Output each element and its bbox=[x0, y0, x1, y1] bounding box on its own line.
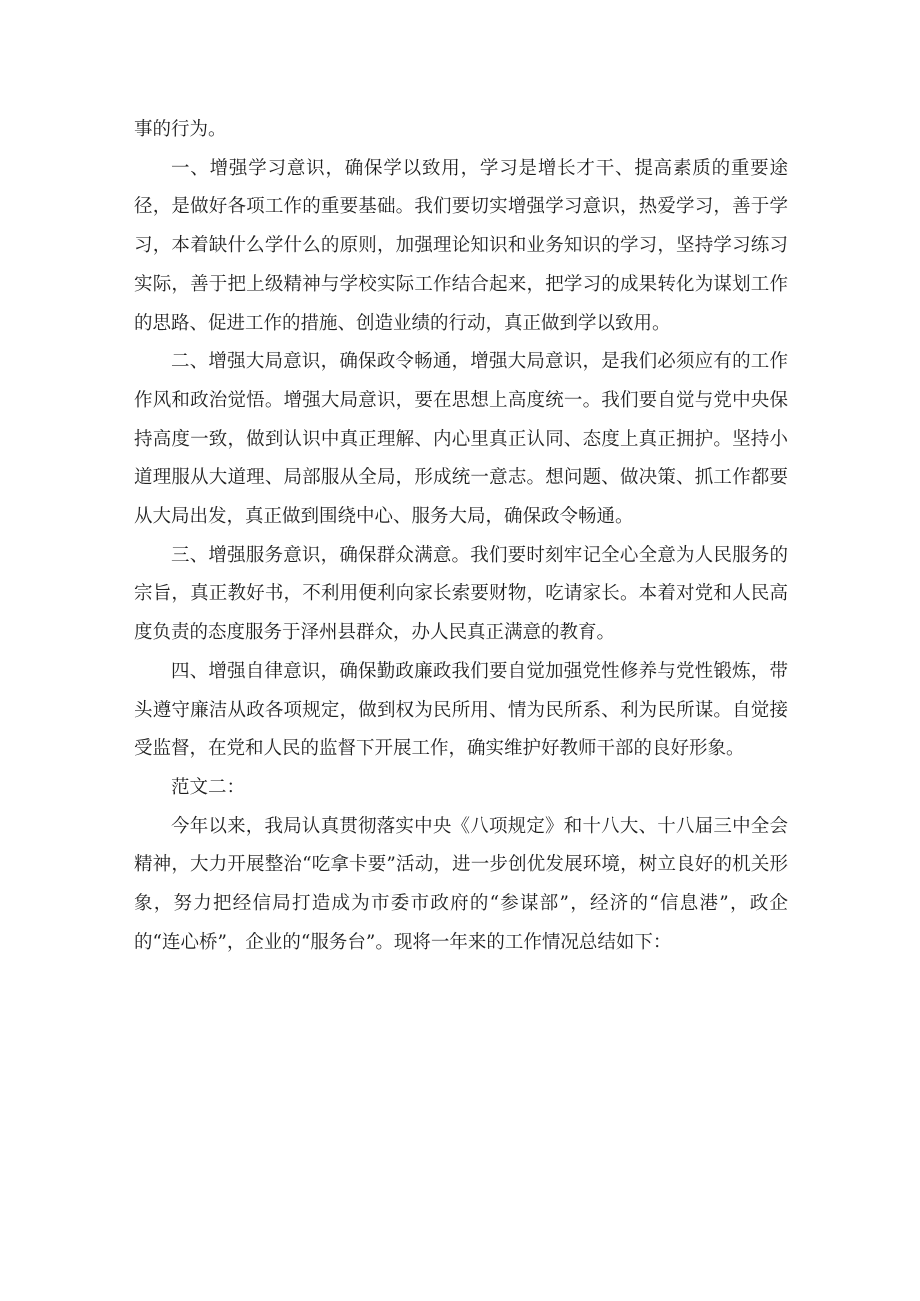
paragraph-annual-summary: 今年以来，我局认真贯彻落实中央《八项规定》和十八大、十八届三中全会精神，大力开展整治“吃拿卡要”活动，进一步创优发展环境，树立良好的机关形象，努力把经信局打造成为市委市政府的“参谋部”，经济的“信息港”，政企的“连心桥”，企业的“服务台”。现将一年来的工作情况总结如下： bbox=[134, 815, 788, 953]
paragraph-self-discipline: 四、增强自律意识，确保勤政廉政我们要自觉加强党性修养与党性锻炼，带头遵守廉洁从政各项规定，做到权为民所用、情为民所系、利为民所谋。自觉接受监督，在党和人民的监督下开展工作，确实维护好教师干部的良好形象。 bbox=[134, 660, 788, 760]
paragraph-service-awareness: 三、增强服务意识，确保群众满意。我们要时刻牢记全心全意为人民服务的宗旨，真正教好书，不利用便利向家长索要财物，吃请家长。本着对党和人民高度负责的态度服务于泽州县群众，办人民真正满意的教育。 bbox=[134, 544, 788, 644]
paragraph-continuation: 事的行为。 bbox=[134, 119, 227, 140]
section-heading-sample-two: 范文二： bbox=[171, 776, 246, 798]
paragraph-learning-awareness: 一、增强学习意识，确保学以致用，学习是增长才干、提高素质的重要途径，是做好各项工作的重要基础。我们要切实增强学习意识，热爱学习，善于学习，本着缺什么学什么的原则，加强理论知识和业务知识的学习，坚持学习练习实际，善于把上级精神与学校实际工作结合起来，把学习的成果转化为谋划工作的思路、促进工作的措施、创造业绩的行动，真正做到学以致用。 bbox=[134, 157, 788, 334]
paragraph-overall-awareness: 二、增强大局意识，确保政令畅通，增强大局意识，是我们必须应有的工作作风和政治觉悟。增强大局意识，要在思想上高度统一。我们要自觉与党中央保持高度一致，做到认识中真正理解、内心里真正认同、态度上真正拥护。坚持小道理服从大道理、局部服从全局，形成统一意志。想问题、做决策、抓工作都要从大局出发，真正做到围绕中心、服务大局，确保政令畅通。 bbox=[134, 351, 788, 528]
